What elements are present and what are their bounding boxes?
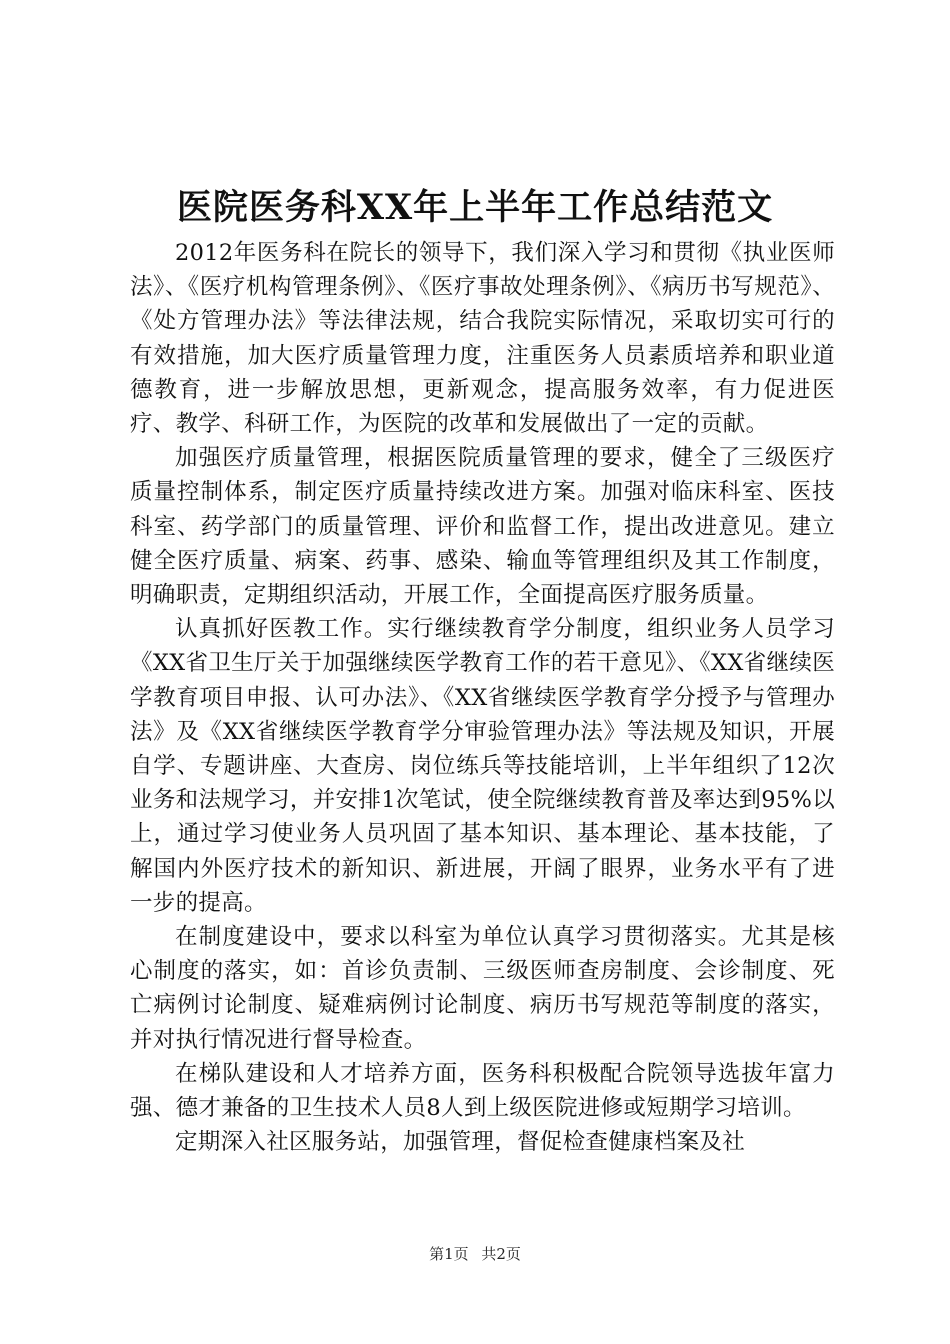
paragraph-2: 加强医疗质量管理，根据医院质量管理的要求，健全了三级医疗质量控制体系，制定医疗质量持续改进方案。加强对临床科室、医技科室、药学部门的质量管理、评价和监督工作，提出改进意见。建立健全医疗质量、病案、药事、感染、输血等管理组织及其工作制度，明确职责，定期组织活动，开展工作，全面提高医疗服务质量。 [130, 445, 835, 609]
paragraph-4: 在制度建设中，要求以科室为单位认真学习贯彻落实。尤其是核心制度的落实，如：首诊负责制、三级医师查房制度、会诊制度、死亡病例讨论制度、疑难病例讨论制度、病历书写规范等制度的落实，并对执行情况进行督导检查。 [130, 924, 835, 1053]
page-total: 共2页 [481, 1245, 521, 1263]
document-body [130, 236, 835, 1159]
paragraph-6: 定期深入社区服务站，加强管理，督促检查健康档案及社 [175, 1129, 746, 1156]
document-title: 医院医务科XX年上半年工作总结范文 [176, 187, 774, 228]
paragraph-3: 认真抓好医教工作。实行继续教育学分制度，组织业务人员学习《XX省卫生厅关于加强继续医学教育工作的若干意见》、《XX省继续医学教育项目申报、认可办法》、《XX省继续医学教育学分授予与管理办法》及《XX省继续医学教育学分审验管理办法》等法规及知识，开展自学、专题讲座、大查房、岗位练兵等技能培训，上半年组织了12次业务和法规学习，并安排1次笔试，使全院继续教育普及率达到95%以上，通过学习使业务人员巩固了基本知识、基本理论、基本技能，了解国内外医疗技术的新知识、新进展，开阔了眼界，业务水平有了进一步的提高。 [130, 616, 835, 916]
paragraph-5: 在梯队建设和人才培养方面，医务科积极配合院领导选拔年富力强、德才兼备的卫生技术人员8人到上级医院进修或短期学习培训。 [130, 1060, 835, 1122]
paragraph-1: 2012年医务科在院长的领导下，我们深入学习和贯彻《执业医师法》、《医疗机构管理条例》、《医疗事故处理条例》、《病历书写规范》、《处方管理办法》等法律法规，结合我院实际情况，采取切实可行的有效措施，加大医疗质量管理力度，注重医务人员素质培养和职业道德教育，进一步解放思想，更新观念，提高服务效率，有力促进医疗、教学、科研工作，为医院的改革和发展做出了一定的贡献。 [130, 240, 835, 438]
page-number: 第1页 [429, 1245, 469, 1263]
page-footer [0, 1244, 950, 1264]
